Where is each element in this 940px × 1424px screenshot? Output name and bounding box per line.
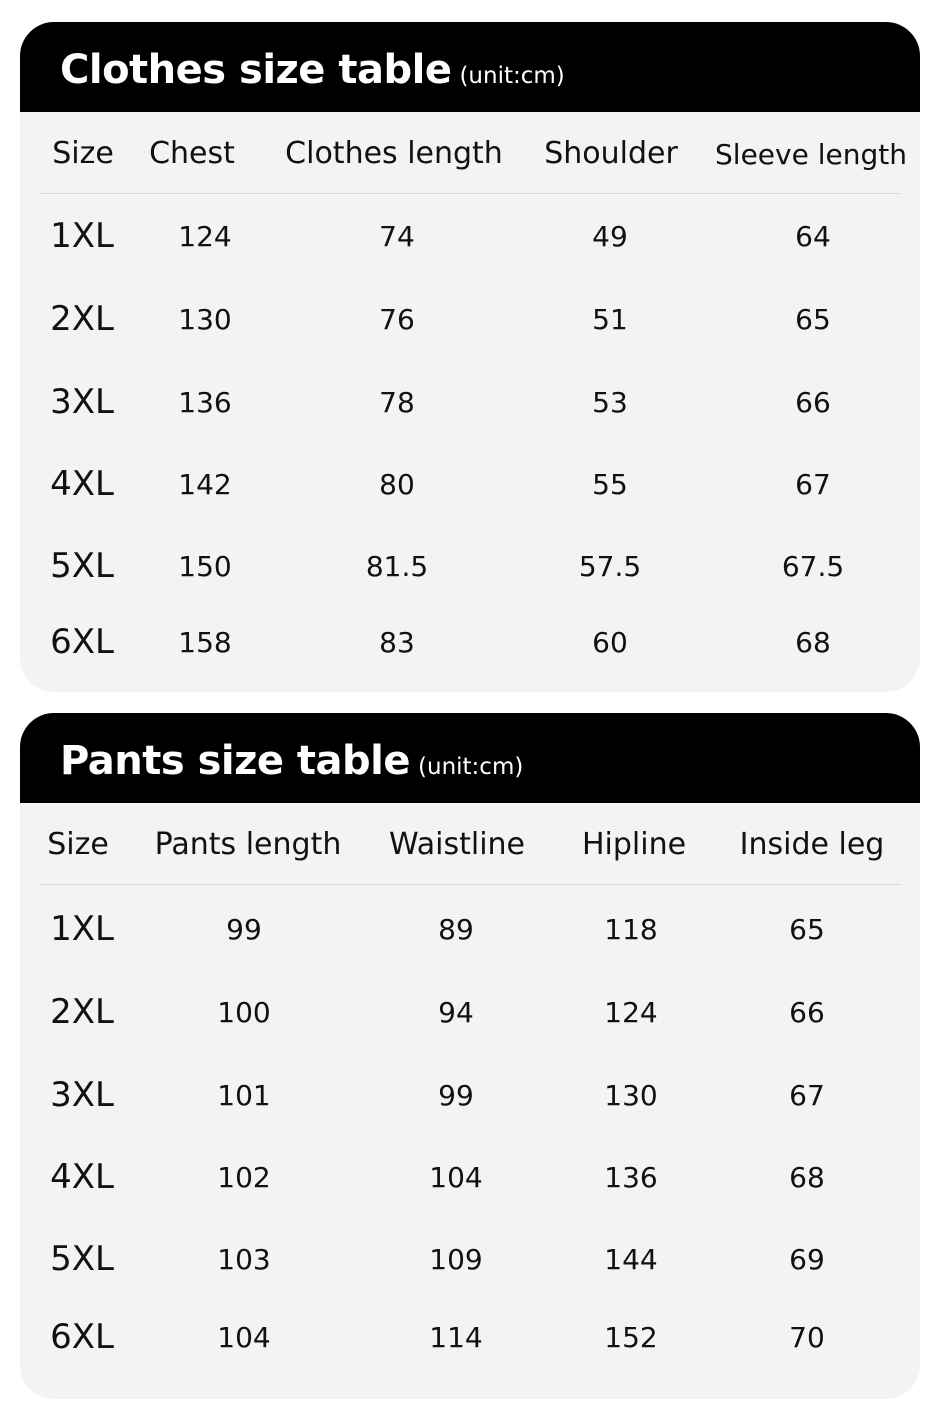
column-header-shoulder: Shoulder [544,136,678,171]
table-cell: 101 [217,1079,271,1112]
clothes-size-table [20,22,920,692]
table-row [20,456,920,516]
table-cell: 144 [604,1243,658,1276]
table-cell: 76 [379,303,415,336]
pants-table-title: Pants size table [60,738,411,784]
table-cell: 99 [438,1079,474,1112]
table-row [20,614,920,674]
table-cell: 68 [789,1161,825,1194]
table-cell: 104 [217,1321,271,1354]
table-cell: 158 [178,626,232,659]
table-cell: 136 [604,1161,658,1194]
table-cell: 64 [795,220,831,253]
table-row [20,984,920,1044]
column-header-hipline: Hipline [581,827,687,862]
row-size-label: 4XL [50,464,114,504]
clothes-table-title: Clothes size table [60,47,452,93]
table-cell: 78 [379,386,415,419]
table-row [20,1309,920,1369]
column-header-waistline: Waistline [389,827,525,862]
row-size-label: 3XL [50,382,114,422]
table-cell: 94 [438,996,474,1029]
pants-table-header [20,713,920,803]
table-row [20,1231,920,1291]
table-cell: 114 [429,1321,483,1354]
table-cell: 99 [226,913,262,946]
table-cell: 130 [178,303,232,336]
table-cell: 89 [438,913,474,946]
clothes-table-unit: (unit:cm) [459,63,565,89]
table-row [20,538,920,598]
table-cell: 57.5 [578,550,642,583]
row-size-label: 5XL [50,1239,114,1279]
row-size-label: 2XL [50,992,114,1032]
table-cell: 80 [379,468,415,501]
column-header-size: Size [47,827,109,862]
table-cell: 65 [789,913,825,946]
table-cell: 124 [178,220,232,253]
column-header-pants-length: Pants length [154,827,342,862]
table-cell: 67 [795,468,831,501]
table-cell: 83 [379,626,415,659]
table-cell: 109 [429,1243,483,1276]
table-cell: 65 [795,303,831,336]
table-cell: 51 [592,303,628,336]
row-size-label: 1XL [50,909,114,949]
column-header-clothes-length: Clothes length [285,136,503,171]
pants-column-headers [20,803,920,887]
column-header-size: Size [52,136,114,171]
row-size-label: 6XL [50,1317,114,1357]
table-row [20,901,920,961]
table-cell: 60 [592,626,628,659]
column-header-sleeve-length: Sleeve length [715,138,907,171]
row-size-label: 2XL [50,299,114,339]
clothes-table-header [20,22,920,112]
table-cell: 66 [789,996,825,1029]
table-cell: 68 [795,626,831,659]
row-size-label: 6XL [50,622,114,662]
table-row [20,1067,920,1127]
table-cell: 103 [217,1243,271,1276]
table-cell: 55 [592,468,628,501]
header-divider [40,884,900,885]
row-size-label: 1XL [50,216,114,256]
column-header-chest: Chest [149,136,235,171]
table-cell: 142 [178,468,232,501]
table-cell: 66 [795,386,831,419]
table-cell: 150 [178,550,232,583]
column-header-inside-leg: Inside leg [739,827,885,862]
table-cell: 124 [604,996,658,1029]
table-cell: 118 [604,913,658,946]
table-cell: 104 [429,1161,483,1194]
row-size-label: 5XL [50,546,114,586]
table-cell: 67.5 [781,550,845,583]
table-cell: 136 [178,386,232,419]
clothes-column-headers [20,112,920,196]
table-cell: 70 [789,1321,825,1354]
table-cell: 100 [217,996,271,1029]
table-cell: 69 [789,1243,825,1276]
table-row [20,1149,920,1209]
header-divider [40,193,900,194]
pants-table-unit: (unit:cm) [418,754,524,780]
table-cell: 67 [789,1079,825,1112]
table-cell: 53 [592,386,628,419]
table-row [20,208,920,268]
table-cell: 102 [217,1161,271,1194]
table-cell: 81.5 [365,550,429,583]
row-size-label: 4XL [50,1157,114,1197]
table-row [20,291,920,351]
table-row [20,374,920,434]
table-cell: 130 [604,1079,658,1112]
table-cell: 74 [379,220,415,253]
table-cell: 49 [592,220,628,253]
pants-size-table [20,713,920,1399]
row-size-label: 3XL [50,1075,114,1115]
table-cell: 152 [604,1321,658,1354]
